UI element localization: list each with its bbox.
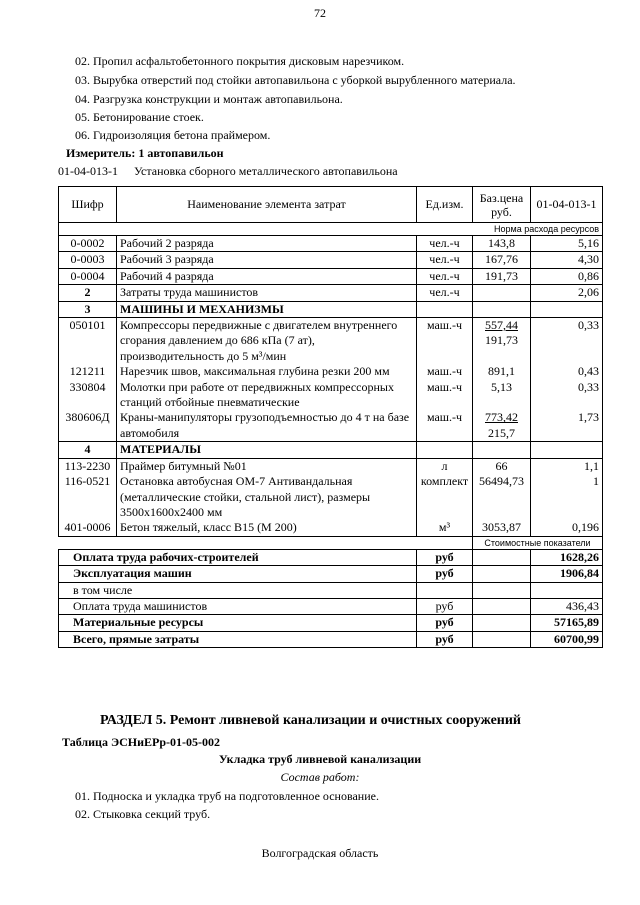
table-reference: Таблица ЭСНиЕРр-01-05-002 <box>62 735 221 749</box>
work-item: 02. Пропил асфальтобетонного покрытия дисковым нарезчиком. <box>75 54 405 68</box>
cell-code: 401-0006 <box>59 520 117 536</box>
table-row <box>59 318 603 365</box>
cell-code: 0-0002 <box>59 236 117 252</box>
table-row-group <box>59 301 603 317</box>
summary-value: 1628,26 <box>531 549 603 565</box>
cell-unit: маш.-ч <box>417 318 473 365</box>
cell-price <box>473 318 531 365</box>
cell-code: 0-0004 <box>59 268 117 284</box>
cell-price <box>473 442 531 458</box>
cell-unit <box>417 442 473 458</box>
table-row <box>59 380 603 411</box>
summary-unit: руб <box>417 598 473 614</box>
table-header-row <box>59 187 603 223</box>
cell-name: Краны-манипуляторы грузоподъемностью до 4 т на базе автомобиля <box>117 410 417 441</box>
cell-code: 2 <box>59 285 117 301</box>
cell-norm: 4,30 <box>531 252 603 268</box>
cell-group-name: МАШИНЫ И МЕХАНИЗМЫ <box>117 301 417 317</box>
cell-code: 4 <box>59 442 117 458</box>
page-footer: Волгоградская область <box>261 846 379 860</box>
cell-code: 113-2230 <box>59 458 117 474</box>
summary-unit: руб <box>417 549 473 565</box>
cell-norm: 1,1 <box>531 458 603 474</box>
cell-unit: чел.-ч <box>417 285 473 301</box>
table-row <box>59 410 603 441</box>
cell-unit: чел.-ч <box>417 252 473 268</box>
cell-price-main: 773,42 <box>485 410 518 425</box>
subheader-row <box>59 536 603 549</box>
summary-unit: руб <box>417 631 473 647</box>
cell-price <box>473 410 531 441</box>
summary-empty <box>473 598 531 614</box>
header-unit: Ед.изм. <box>417 187 473 223</box>
work-item: 02. Стыковка секций труб. <box>75 807 211 821</box>
cell-name: Рабочий 4 разряда <box>117 268 417 284</box>
cell-unit: чел.-ч <box>417 268 473 284</box>
summary-empty <box>473 566 531 582</box>
cell-price: 66 <box>473 458 531 474</box>
cell-price: 891,1 <box>473 364 531 379</box>
summary-row <box>59 615 603 631</box>
cell-norm: 0,196 <box>531 520 603 536</box>
summary-label: Оплата труда рабочих-строителей <box>59 549 417 565</box>
summary-empty <box>473 582 531 598</box>
cell-code: 050101 <box>59 318 117 365</box>
table-row <box>59 520 603 536</box>
table-row <box>59 364 603 379</box>
cell-name: Бетон тяжелый, класс В15 (М 200) <box>117 520 417 536</box>
cell-name: Рабочий 3 разряда <box>117 252 417 268</box>
cell-norm: 1 <box>531 474 603 520</box>
cell-norm: 0,86 <box>531 268 603 284</box>
table-row <box>59 458 603 474</box>
cell-unit <box>417 301 473 317</box>
table-row <box>59 252 603 268</box>
cell-code: 380606Д <box>59 410 117 441</box>
cell-code: 0-0003 <box>59 252 117 268</box>
header-code: Шифр <box>59 187 117 223</box>
summary-unit: руб <box>417 615 473 631</box>
summary-row <box>59 598 603 614</box>
cell-norm: 5,16 <box>531 236 603 252</box>
cell-name: Рабочий 2 разряда <box>117 236 417 252</box>
summary-unit: руб <box>417 566 473 582</box>
table-subtitle: Укладка труб ливневой канализации <box>218 752 422 766</box>
page-number: 72 <box>314 6 326 20</box>
cell-price: 3053,87 <box>473 520 531 536</box>
cell-unit: маш.-ч <box>417 380 473 411</box>
cell-norm <box>531 442 603 458</box>
cell-price: 143,8 <box>473 236 531 252</box>
subheader-spacer <box>59 536 473 549</box>
cell-price-salary: 191,73 <box>485 333 518 348</box>
summary-unit <box>417 582 473 598</box>
cell-unit: м³ <box>417 520 473 536</box>
summary-row <box>59 582 603 598</box>
summary-value: 57165,89 <box>531 615 603 631</box>
cell-price: 167,76 <box>473 252 531 268</box>
cell-norm: 0,33 <box>531 380 603 411</box>
cell-name: Компрессоры передвижные с двигателем внутреннего сгорания давлением до 686 кПа (7 ат), производительность до 5 м³/мин <box>117 318 417 365</box>
summary-empty <box>473 615 531 631</box>
cell-price: 5,13 <box>473 380 531 411</box>
cell-unit: комплект <box>417 474 473 520</box>
summary-label: Оплата труда машинистов <box>59 598 417 614</box>
cell-price: 191,73 <box>473 268 531 284</box>
cell-code: 330804 <box>59 380 117 411</box>
cell-name: Затраты труда машинистов <box>117 285 417 301</box>
table-row <box>59 268 603 284</box>
summary-row <box>59 549 603 565</box>
works-label: Состав работ: <box>280 770 360 784</box>
measure-unit: Измеритель: 1 автопавильон <box>66 146 224 160</box>
cell-code: 3 <box>59 301 117 317</box>
summary-value: 436,43 <box>531 598 603 614</box>
summary-value: 1906,84 <box>531 566 603 582</box>
summary-label: Эксплуатация машин <box>59 566 417 582</box>
cell-name: Остановка автобусная ОМ-7 Антивандальная (металлические стойки, стальной лист), размеры 3500х1600х2400 мм <box>117 474 417 520</box>
table-row <box>59 236 603 252</box>
summary-label: Всего, прямые затраты <box>59 631 417 647</box>
cell-name: Нарезчик швов, максимальная глубина резки 200 мм <box>117 364 417 379</box>
header-norm: 01-04-013-1 <box>531 187 603 223</box>
section-title: РАЗДЕЛ 5. Ремонт ливневой канализации и очистных сооружений <box>100 713 521 728</box>
cell-code: 116-0521 <box>59 474 117 520</box>
summary-empty <box>473 631 531 647</box>
cell-price-main: 557,44 <box>485 318 518 333</box>
work-item: 03. Вырубка отверстий под стойки автопавильона с уборкой вырубленного материала. <box>75 73 516 87</box>
cell-unit: л <box>417 458 473 474</box>
summary-empty <box>473 549 531 565</box>
cell-unit: маш.-ч <box>417 364 473 379</box>
cell-price <box>473 301 531 317</box>
item-title: Установка сборного металлического автопавильона <box>134 164 398 178</box>
subheader-cost: Стоимостные показатели <box>473 536 603 549</box>
cell-price <box>473 285 531 301</box>
work-item: 06. Гидроизоляция бетона праймером. <box>75 128 271 142</box>
work-item: 04. Разгрузка конструкции и монтаж автопавильона. <box>75 92 343 106</box>
summary-label: Материальные ресурсы <box>59 615 417 631</box>
cell-norm: 2,06 <box>531 285 603 301</box>
item-code: 01-04-013-1 <box>58 164 118 178</box>
header-name: Наименование элемента затрат <box>117 187 417 223</box>
cell-price: 56494,73 <box>473 474 531 520</box>
table-row <box>59 285 603 301</box>
cell-unit: маш.-ч <box>417 410 473 441</box>
cell-norm <box>531 301 603 317</box>
summary-label: в том числе <box>59 582 417 598</box>
work-item: 01. Подноска и укладка труб на подготовленное основание. <box>75 789 379 803</box>
cell-group-name: МАТЕРИАЛЫ <box>117 442 417 458</box>
summary-row <box>59 631 603 647</box>
cell-code: 121211 <box>59 364 117 379</box>
summary-row <box>59 566 603 582</box>
work-item: 05. Бетонирование стоек. <box>75 110 204 124</box>
subheader-norm: Норма расхода ресурсов <box>59 223 603 236</box>
resource-table <box>58 186 603 648</box>
cell-name: Праймер битумный №01 <box>117 458 417 474</box>
header-price: Баз.цена руб. <box>473 187 531 223</box>
cell-norm: 0,33 <box>531 318 603 365</box>
subheader-row <box>59 223 603 236</box>
cell-unit: чел.-ч <box>417 236 473 252</box>
summary-value <box>531 582 603 598</box>
table-row <box>59 474 603 520</box>
table-row-group <box>59 442 603 458</box>
summary-value: 60700,99 <box>531 631 603 647</box>
cell-norm: 1,73 <box>531 410 603 441</box>
cell-name: Молотки при работе от передвижных компрессорных станций отбойные пневматические <box>117 380 417 411</box>
cell-price-salary: 215,7 <box>488 425 515 440</box>
cell-norm: 0,43 <box>531 364 603 379</box>
